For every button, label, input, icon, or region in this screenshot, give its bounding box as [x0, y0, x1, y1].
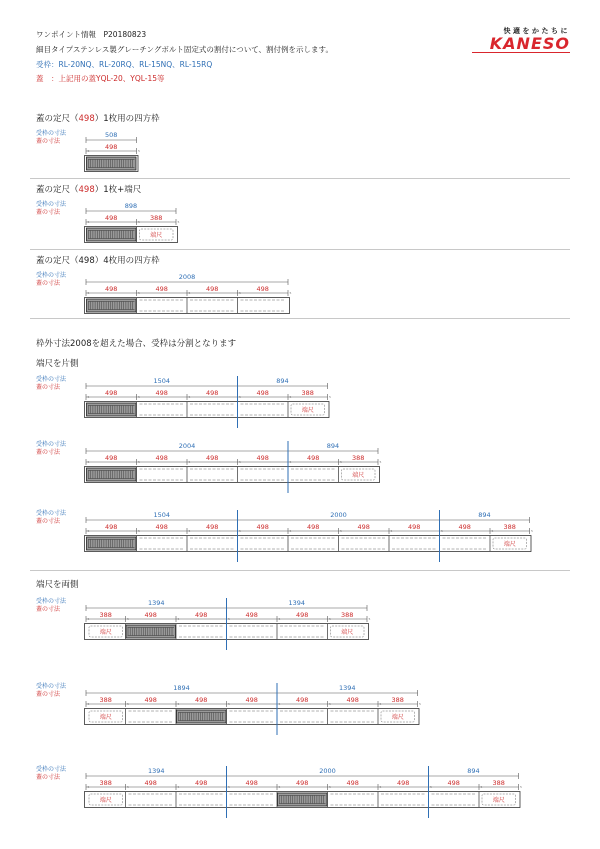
frame-dimension-value: 898 — [124, 202, 138, 210]
lid-dimension-value: 498 — [105, 214, 118, 222]
frame-dimension-value: 1394 — [338, 684, 356, 692]
gap-mark: 5 — [87, 291, 90, 295]
lid-models: 蓋 ：上記用の蓋YQL-20、YQL-15等 — [36, 74, 165, 83]
lid-dimension-value: 498 — [296, 611, 309, 619]
grating-diagram — [80, 683, 442, 735]
gap-mark: 5 — [87, 617, 90, 621]
grating-diagram — [80, 766, 543, 818]
end-piece-label: 端尺 — [391, 714, 404, 721]
dimension-labels — [36, 766, 66, 782]
frame-dimension-value: 2004 — [178, 442, 196, 450]
gap-mark: 5 — [87, 529, 90, 533]
dimension-labels — [36, 683, 66, 699]
lid-dimension-value: 498 — [245, 611, 258, 619]
end-piece-label: 端尺 — [492, 797, 505, 804]
gap-mark: 5 — [188, 529, 191, 533]
gap-mark: 5 — [188, 395, 191, 399]
frame-dim-label: 受枠の寸法 — [36, 510, 67, 517]
gap-mark: 5 — [138, 529, 140, 533]
gap-mark: 5 — [368, 617, 371, 621]
frame-dimension-value: 894 — [276, 377, 289, 385]
gap-mark: 5 — [390, 529, 393, 533]
lid-dimension-value: 498 — [357, 523, 370, 531]
brand-tagline: 快適をかたちに — [503, 27, 570, 35]
frame-dimension-value: 1504 — [153, 511, 171, 519]
lid-dim-label: 蓋の寸法 — [36, 691, 61, 698]
lid-dimension-value: 498 — [195, 611, 208, 619]
gap-mark: 5 — [419, 702, 421, 706]
gap-mark: 5 — [239, 291, 241, 295]
lid-dimension-value: 498 — [105, 285, 118, 293]
section-heading-3: 蓋の定尺（498）4枚用の四方枠 — [36, 256, 160, 266]
lid-dim-label: 蓋の寸法 — [36, 280, 61, 287]
lid-dimension-value: 498 — [408, 523, 421, 531]
gap-mark: 5 — [379, 460, 382, 464]
lid-dimension-value: 498 — [144, 779, 157, 787]
lid-dimension-value: 498 — [346, 779, 359, 787]
frame-dim-label: 受枠の寸法 — [36, 130, 67, 137]
gap-mark: 5 — [289, 529, 292, 533]
frame-dimension-value: 2008 — [178, 273, 196, 281]
grating-diagram — [80, 130, 161, 182]
lid-dim-label: 蓋の寸法 — [36, 774, 61, 781]
section-heading-2: 蓋の定尺（498）1枚+端尺 — [36, 185, 142, 195]
gap-mark: 5 — [177, 702, 180, 706]
frame-dimension-value: 1894 — [173, 684, 190, 692]
dimension-labels — [36, 272, 66, 288]
gap-mark: 5 — [228, 702, 230, 706]
end-piece-label: 端尺 — [150, 232, 163, 239]
gap-mark: 5 — [87, 395, 90, 399]
lid-dimension-value: 388 — [99, 611, 112, 619]
gap-mark: 5 — [379, 702, 382, 706]
lid-dimension-value: 498 — [105, 523, 118, 531]
doc-title: ワンポイント情報 P20180823 — [36, 30, 147, 39]
lid-dimension-value: 388 — [503, 523, 516, 531]
gap-mark: 5 — [138, 149, 140, 153]
gap-mark: 5 — [340, 460, 342, 464]
gap-mark: 5 — [177, 220, 180, 224]
lid-dim-label: 蓋の寸法 — [36, 209, 61, 216]
end-piece-label: 端尺 — [341, 629, 354, 636]
lid-dimension-value: 498 — [245, 779, 258, 787]
lid-dimension-value: 498 — [195, 779, 208, 787]
grating-lid-standard — [87, 157, 137, 170]
gap-mark: 5 — [329, 395, 331, 399]
lid-dimension-value: 498 — [155, 285, 168, 293]
frame-dimension-value: 1394 — [288, 599, 306, 607]
lid-dim-label: 蓋の寸法 — [36, 384, 61, 391]
frame-dim-label: 受枠の寸法 — [36, 376, 67, 383]
doc-description: 細目タイプステンレス製グレーチングボルト固定式の割付について、割付例を示します。 — [36, 45, 333, 54]
end-piece-label: 端尺 — [99, 714, 112, 721]
gap-mark: 5 — [430, 785, 432, 789]
frame-dimension-value: 1504 — [153, 377, 171, 385]
gap-mark: 5 — [138, 220, 140, 224]
gap-mark: 5 — [177, 785, 180, 789]
gap-mark: 5 — [188, 291, 191, 295]
lid-dimension-value: 498 — [206, 523, 219, 531]
lid-dimension-value: 498 — [195, 696, 208, 704]
frame-dim-label: 受枠の寸法 — [36, 766, 67, 773]
gap-mark: 5 — [441, 529, 443, 533]
lid-dimension-value: 498 — [105, 143, 118, 151]
grating-lid-standard — [177, 710, 227, 723]
gap-mark: 5 — [87, 220, 90, 224]
gap-mark: 5 — [177, 617, 180, 621]
lid-dimension-value: 498 — [245, 696, 258, 704]
brand-block — [472, 26, 570, 53]
lid-dimension-value: 498 — [307, 454, 320, 462]
grating-lid-standard — [87, 228, 137, 241]
gap-mark: 5 — [239, 395, 241, 399]
end-piece-label: 端尺 — [301, 407, 314, 414]
lid-dimension-value: 498 — [256, 285, 269, 293]
frame-dim-label: 受枠の寸法 — [36, 272, 67, 279]
frame-dimension-value: 894 — [326, 442, 340, 450]
lid-dimension-value: 498 — [155, 389, 168, 397]
gap-mark: 5 — [138, 395, 140, 399]
frame-dimension-value: 894 — [478, 511, 491, 519]
gap-mark: 5 — [278, 785, 281, 789]
grating-diagram — [80, 598, 391, 650]
gap-mark: 5 — [138, 460, 140, 464]
gap-mark: 5 — [340, 529, 342, 533]
frame-dim-label: 受枠の寸法 — [36, 683, 67, 690]
gap-mark: 5 — [531, 529, 533, 533]
lid-dimension-value: 498 — [206, 454, 219, 462]
brand-logo: KANESO — [472, 36, 570, 53]
grating-lid-standard — [87, 537, 137, 550]
gap-mark: 5 — [289, 291, 292, 295]
frame-dim-label: 受枠の寸法 — [36, 201, 67, 208]
lid-dimension-value: 498 — [458, 523, 471, 531]
gap-mark: 5 — [87, 149, 90, 153]
end-piece-label: 端尺 — [99, 629, 112, 636]
end-piece-label: 端尺 — [503, 541, 516, 548]
gap-mark: 5 — [329, 702, 331, 706]
lid-dimension-value: 498 — [155, 454, 168, 462]
gap-mark: 5 — [289, 395, 292, 399]
lid-dimension-value: 498 — [397, 779, 410, 787]
gap-mark: 5 — [278, 617, 281, 621]
end-piece-label: 端尺 — [99, 797, 112, 804]
grating-lid-standard — [87, 403, 137, 416]
gap-mark: 5 — [379, 785, 382, 789]
dimension-labels — [36, 510, 66, 526]
lid-dim-label: 蓋の寸法 — [36, 606, 61, 613]
lid-dimension-value: 388 — [301, 389, 314, 397]
lid-dimension-value: 498 — [155, 523, 168, 531]
section-heading-1: 蓋の定尺（498）1枚用の四方枠 — [36, 114, 160, 124]
gap-mark: 5 — [127, 617, 129, 621]
divider — [30, 570, 570, 571]
frame-dimension-value: 2000 — [319, 767, 336, 775]
lid-dimension-value: 388 — [492, 779, 505, 787]
frame-dimension-value: 1394 — [147, 599, 165, 607]
grating-lid-standard — [126, 625, 176, 638]
grating-lid-standard — [87, 468, 137, 481]
lid-dimension-value: 388 — [341, 611, 354, 619]
gap-mark: 5 — [87, 460, 90, 464]
gap-mark: 5 — [228, 617, 230, 621]
grating-diagram — [80, 272, 312, 324]
lid-dim-label: 蓋の寸法 — [36, 138, 61, 145]
lid-dimension-value: 498 — [256, 454, 269, 462]
gap-mark: 5 — [228, 785, 230, 789]
gap-mark: 5 — [87, 785, 90, 789]
gap-mark: 5 — [480, 785, 483, 789]
grating-diagram — [80, 510, 554, 562]
gap-mark: 5 — [239, 460, 241, 464]
lid-dimension-value: 388 — [99, 696, 112, 704]
gap-mark: 5 — [289, 460, 292, 464]
lid-dimension-value: 498 — [206, 285, 219, 293]
lid-dimension-value: 498 — [256, 523, 269, 531]
frame-dimension-value: 2000 — [330, 511, 347, 519]
gap-mark: 5 — [329, 617, 331, 621]
dimension-labels — [36, 598, 66, 614]
lid-dimension-value: 498 — [144, 611, 157, 619]
lid-dimension-value: 498 — [206, 389, 219, 397]
gap-mark: 5 — [138, 291, 140, 295]
gap-mark: 5 — [491, 529, 494, 533]
gap-mark: 5 — [127, 785, 129, 789]
frame-dim-label: 受枠の寸法 — [36, 598, 67, 605]
gap-mark: 5 — [329, 785, 331, 789]
subheading-one-side: 端尺を片側 — [36, 359, 79, 369]
dimension-labels — [36, 130, 66, 146]
lid-dimension-value: 498 — [105, 454, 118, 462]
lid-dimension-value: 498 — [307, 523, 320, 531]
dimension-labels — [36, 441, 66, 457]
lid-dimension-value: 498 — [256, 389, 269, 397]
lid-dimension-value: 388 — [391, 696, 404, 704]
lid-dimension-value: 498 — [296, 696, 309, 704]
section-heading-4: 枠外寸法2008を超えた場合、受枠は分割となります — [36, 339, 237, 349]
gap-mark: 5 — [239, 529, 241, 533]
lid-dimension-value: 498 — [346, 696, 359, 704]
end-piece-label: 端尺 — [352, 472, 365, 479]
grating-diagram — [80, 441, 402, 493]
subheading-both-sides: 端尺を両側 — [36, 580, 79, 590]
gap-mark: 5 — [87, 702, 90, 706]
frame-dimension-value: 894 — [467, 767, 480, 775]
frame-models: 受枠：RL-20NQ、RL-20RQ、RL-15NQ、RL-15RQ — [36, 60, 213, 69]
gap-mark: 5 — [278, 702, 281, 706]
lid-dimension-value: 498 — [144, 696, 157, 704]
lid-dimension-value: 388 — [99, 779, 112, 787]
lid-dimension-value: 498 — [105, 389, 118, 397]
lid-dimension-value: 388 — [150, 214, 163, 222]
dimension-labels — [36, 201, 66, 217]
frame-dimension-value: 1394 — [147, 767, 165, 775]
lid-dimension-value: 388 — [352, 454, 365, 462]
grating-lid-standard — [278, 793, 328, 806]
dimension-labels — [36, 376, 66, 392]
frame-dim-label: 受枠の寸法 — [36, 441, 67, 448]
lid-dimension-value: 498 — [296, 779, 309, 787]
frame-dimension-value: 508 — [105, 131, 118, 139]
grating-lid-standard — [87, 299, 137, 312]
lid-dimension-value: 498 — [447, 779, 460, 787]
lid-dim-label: 蓋の寸法 — [36, 449, 61, 456]
lid-dim-label: 蓋の寸法 — [36, 518, 61, 525]
gap-mark: 5 — [127, 702, 129, 706]
gap-mark: 5 — [188, 460, 191, 464]
gap-mark: 5 — [520, 785, 522, 789]
grating-diagram — [80, 376, 352, 428]
grating-diagram — [80, 201, 200, 253]
